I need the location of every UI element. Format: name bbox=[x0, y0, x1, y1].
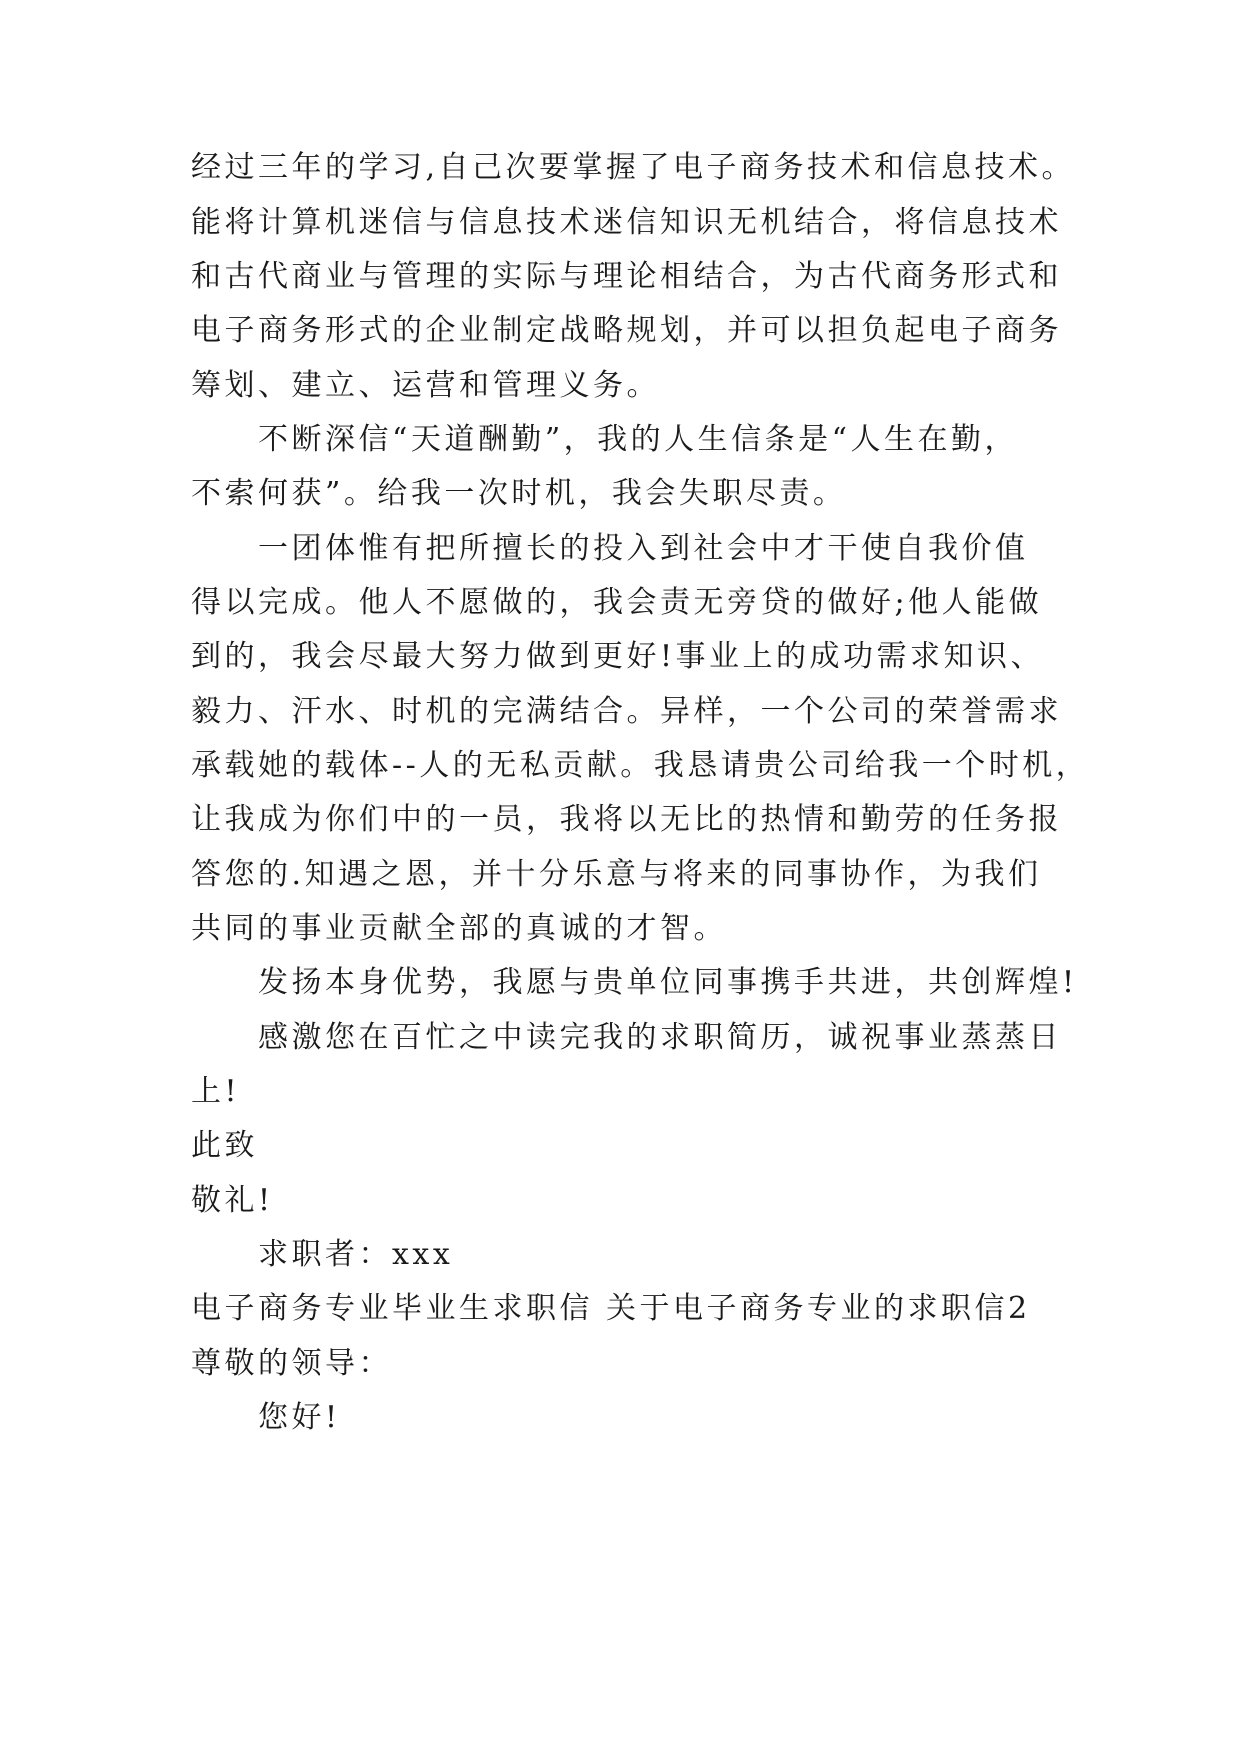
paragraph-line: 共同的事业贡献全部的真诚的才智。 bbox=[191, 911, 727, 946]
paragraph-line: 上! bbox=[191, 1074, 241, 1109]
closing-salute: 敬礼! bbox=[191, 1183, 274, 1218]
paragraph-line: 得以完成。他人不愿做的，我会责无旁贷的做好;他人能做 bbox=[191, 585, 1043, 620]
paragraph-line: 感激您在百忙之中读完我的求职简历，诚祝事业蒸蒸日 bbox=[258, 1020, 1062, 1055]
paragraph-line: 让我成为你们中的一员，我将以无比的热情和勤劳的任务报 bbox=[191, 802, 1062, 837]
paragraph-line: 发扬本身优势，我愿与贵单位同事携手共进，共创辉煌! bbox=[258, 965, 1078, 1000]
closing-phrase: 此致 bbox=[191, 1128, 258, 1163]
paragraph-line: 一团体惟有把所擅长的投入到社会中才干使自我价值 bbox=[258, 531, 1029, 566]
paragraph-line: 不断深信“天道酬勤”，我的人生信条是“人生在勤， bbox=[258, 422, 1019, 457]
paragraph-line: 不索何获”。给我一次时机，我会失职尽责。 bbox=[191, 476, 847, 511]
paragraph-line: 承载她的载体--人的无私贡献。我恳请贵公司给我一个时机， bbox=[191, 748, 1090, 783]
paragraph-line: 到的，我会尽最大努力做到更好!事业上的成功需求知识、 bbox=[191, 639, 1045, 674]
salutation: 尊敬的领导： bbox=[191, 1346, 392, 1381]
signature-line: 求职者：xxx bbox=[258, 1237, 454, 1272]
paragraph-line: 电子商务形式的企业制定战略规划，并可以担负起电子商务 bbox=[191, 313, 1062, 348]
paragraph-line: 经过三年的学习,自己次要掌握了电子商务技术和信息技术。 bbox=[191, 150, 1076, 185]
paragraph-line: 能将计算机迷信与信息技术迷信知识无机结合，将信息技术 bbox=[191, 205, 1062, 240]
greeting: 您好! bbox=[258, 1400, 341, 1435]
paragraph-line: 毅力、汗水、时机的完满结合。异样，一个公司的荣誉需求 bbox=[191, 694, 1062, 729]
section-title: 电子商务专业毕业生求职信 关于电子商务专业的求职信2 bbox=[191, 1291, 1031, 1326]
paragraph-line: 和古代商业与管理的实际与理论相结合，为古代商务形式和 bbox=[191, 259, 1062, 294]
paragraph-line: 答您的.知遇之恩，并十分乐意与将来的同事协作，为我们 bbox=[191, 857, 1042, 892]
paragraph-line: 筹划、建立、运营和管理义务。 bbox=[191, 368, 660, 403]
